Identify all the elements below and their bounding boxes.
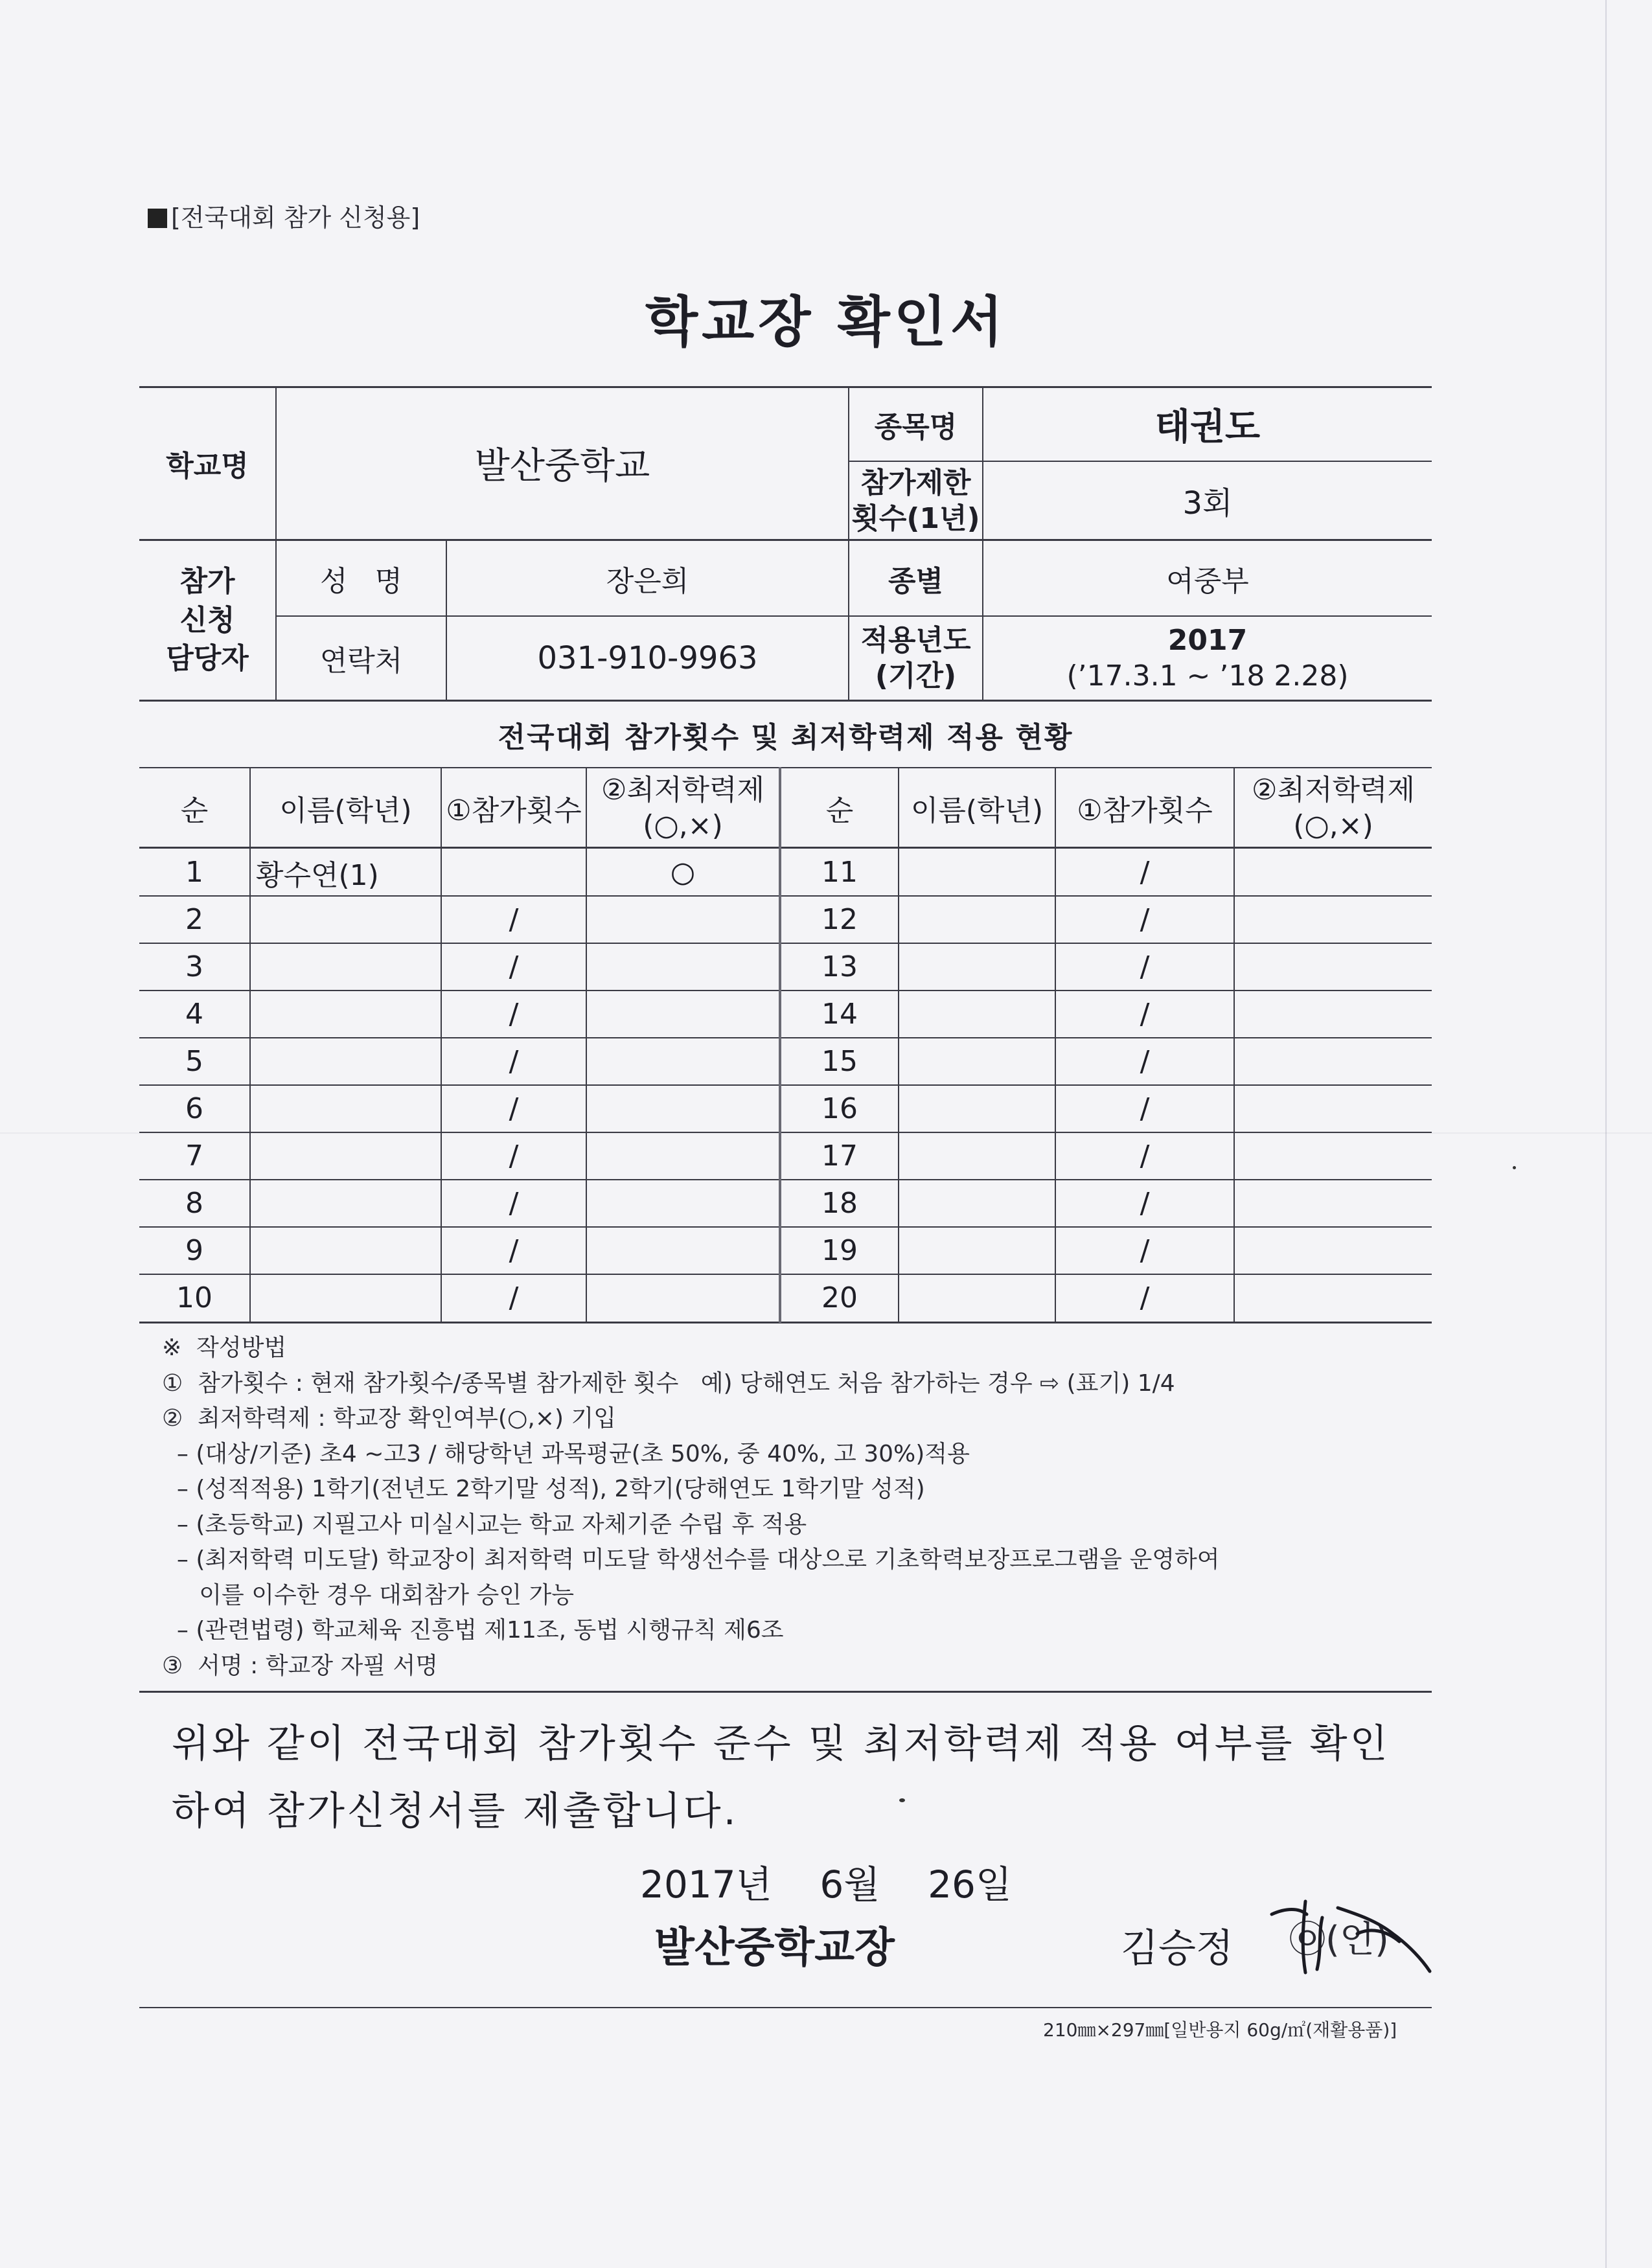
participation-count-cell: /: [509, 1045, 519, 1078]
applicant-label-line: 담당자: [166, 642, 249, 676]
seq-cell: 17: [821, 1140, 858, 1173]
min-academic-cell: [587, 1038, 779, 1085]
student-name-cell: [251, 1085, 441, 1132]
header-count: ①참가횟수: [1077, 794, 1213, 827]
participation-count-cell: /: [1140, 1281, 1150, 1314]
handwritten-signature: [1260, 1888, 1435, 1979]
instruction-line: – (최저학력 미도달) 학교장이 최저학력 미도달 학생선수를 대상으로 기초학력보장프로그램을 운영하여: [162, 1546, 1220, 1573]
applied-year-label-line: 적용년도: [860, 624, 971, 657]
student-name-cell: [251, 1038, 441, 1085]
min-academic-cell: [1235, 991, 1432, 1038]
instruction-line: ※ 작성방법: [162, 1334, 287, 1361]
footer-rule: [139, 2007, 1432, 2008]
participation-count-cell: /: [1140, 1092, 1150, 1125]
min-academic-cell: [587, 896, 779, 943]
participation-limit-label-line: 횟수(1년): [851, 501, 980, 535]
participation-count-cell: /: [1140, 1045, 1150, 1078]
participation-count-cell: /: [509, 998, 519, 1031]
participation-count-cell: /: [509, 950, 519, 983]
issue-date: 2017년 6월 26일: [640, 1862, 1012, 1907]
header-min-academic: [587, 768, 779, 847]
participation-count-cell: /: [509, 1234, 519, 1267]
student-name-cell: [899, 1038, 1055, 1085]
status-col-rule: [1055, 768, 1056, 1322]
participation-limit-label: [849, 462, 982, 539]
seq-cell: 5: [185, 1045, 203, 1078]
min-academic-cell: [1235, 1274, 1432, 1322]
applied-year-label: [849, 617, 982, 700]
participation-limit-value: 3회: [1182, 485, 1233, 521]
header-min-academic-line: (○,×): [1293, 808, 1373, 842]
min-academic-cell: [587, 1180, 779, 1227]
min-academic-cell: [587, 1274, 779, 1322]
student-name-cell: [899, 1227, 1055, 1274]
header-seq: 순: [180, 794, 209, 827]
min-academic-cell: [587, 943, 779, 991]
seq-cell: 15: [821, 1045, 858, 1078]
document-label: [148, 198, 420, 233]
status-col-rule: [249, 768, 251, 1322]
info-rule: [139, 700, 1432, 702]
min-academic-cell: [1235, 1085, 1432, 1132]
seal-mark: ㉧(인): [1289, 1919, 1389, 1961]
document-title: 학교장 확인서: [645, 290, 1007, 354]
min-academic-cell: [1235, 1180, 1432, 1227]
participation-count-cell: /: [1140, 1234, 1150, 1267]
sport-label: 종목명: [874, 410, 958, 444]
min-academic-cell: [587, 1227, 779, 1274]
min-academic-cell: [1235, 896, 1432, 943]
participation-count-cell: /: [509, 903, 519, 936]
status-bottom-rule: [139, 1322, 1432, 1323]
contact-label: 연락처: [319, 645, 403, 678]
contact-value: 031-910-9963: [537, 640, 758, 676]
seq-cell: 4: [185, 998, 203, 1031]
instruction-line: – (대상/기준) 초4 ~고3 / 해당학년 과목평균(초 50%, 중 40%, 고 30%)적용: [162, 1440, 970, 1467]
applied-year-label-line: (기간): [875, 659, 957, 693]
student-name-cell: [251, 1180, 441, 1227]
seq-cell: 18: [821, 1187, 858, 1220]
category-label: 종별: [888, 564, 943, 598]
status-col-rule: [898, 768, 899, 1322]
participation-limit-label-line: 참가제한: [860, 466, 971, 499]
seq-cell: 9: [185, 1234, 203, 1267]
school-name-label: 학교명: [166, 450, 249, 483]
header-name: 이름(학년): [279, 794, 412, 827]
participation-count-cell: /: [1140, 950, 1150, 983]
min-academic-cell: [1235, 943, 1432, 991]
sport-value: 태권도: [1154, 406, 1261, 448]
confirmation-statement: [172, 1721, 1390, 1834]
instruction-line: ① 참가횟수 : 현재 참가횟수/종목별 참가제한 횟수 예) 당해연도 처음 참가하는 경우 ⇨ (표기) 1/4: [162, 1369, 1175, 1397]
instruction-line: ③ 서명 : 학교장 자필 서명: [162, 1652, 439, 1679]
statement-line: 하여 참가신청서를 제출합니다.: [172, 1789, 739, 1834]
student-name-cell: [899, 849, 1055, 896]
applied-year-value: [983, 617, 1432, 700]
min-academic-cell: [587, 991, 779, 1038]
status-table-title: 전국대회 참가횟수 및 최저학력제 적용 현황: [498, 721, 1073, 754]
min-academic-cell: [587, 1132, 779, 1180]
signer-name: 김승정: [1121, 1926, 1233, 1971]
school-name-value: 발산중학교: [474, 445, 650, 487]
student-name-cell: [251, 1227, 441, 1274]
student-name-cell: [899, 943, 1055, 991]
participation-count-cell: /: [1140, 1140, 1150, 1173]
seq-cell: 7: [185, 1140, 203, 1173]
applicant-label-line: 신청: [179, 603, 235, 637]
document-label-text: [전국대회 참가 신청용]: [171, 203, 420, 232]
header-count: ①참가횟수: [446, 794, 582, 827]
student-name-cell: [899, 1132, 1055, 1180]
principal-title: 발산중학교장: [654, 1924, 895, 1972]
student-name-cell: 황수연(1): [256, 858, 379, 892]
seq-cell: 11: [821, 856, 858, 889]
student-name-cell: [251, 943, 441, 991]
seq-cell: 6: [185, 1092, 203, 1125]
min-academic-cell: [1235, 1038, 1432, 1085]
ink-speck: [899, 1798, 905, 1802]
instruction-line: ② 최저학력제 : 학교장 확인여부(○,×) 기입: [162, 1405, 617, 1432]
seq-cell: 1: [185, 856, 203, 889]
status-col-rule: [1233, 768, 1235, 1322]
status-col-rule: [441, 768, 442, 1322]
seq-cell: 13: [821, 950, 858, 983]
status-col-rule: [586, 768, 587, 1322]
min-academic-cell: [1235, 1227, 1432, 1274]
min-academic-cell: ○: [670, 856, 696, 889]
participation-count-cell: /: [509, 1281, 519, 1314]
category-value: 여중부: [1166, 564, 1249, 598]
name-label: 성 명: [320, 564, 402, 598]
header-min-academic-line: ②최저학력제: [1252, 773, 1415, 807]
student-name-cell: [899, 896, 1055, 943]
seq-cell: 3: [185, 950, 203, 983]
header-min-academic-line: ②최저학력제: [601, 773, 764, 807]
name-value: 장은희: [606, 564, 689, 598]
student-name-cell: [899, 991, 1055, 1038]
instruction-line: 이를 이수한 경우 대회참가 승인 가능: [162, 1581, 575, 1609]
participation-count-cell: [442, 849, 586, 896]
instruction-line: – (초등학교) 지필고사 미실시교는 학교 자체기준 수립 후 적용: [162, 1511, 807, 1538]
header-seq: 순: [825, 794, 854, 827]
seq-cell: 2: [185, 903, 203, 936]
applicant-manager-label: [139, 541, 275, 700]
student-name-cell: [899, 1180, 1055, 1227]
instruction-line: – (성적적용) 1학기(전년도 2학기말 성적), 2학기(당해연도 1학기말 성적): [162, 1476, 925, 1502]
participation-count-cell: /: [1140, 903, 1150, 936]
statement-line: 위와 같이 전국대회 참가횟수 준수 및 최저학력제 적용 여부를 확인: [172, 1721, 1390, 1767]
min-academic-cell: [1235, 1132, 1432, 1180]
applied-period: (’17.3.1 ~ ’18 2.28): [1066, 659, 1349, 693]
header-min-academic: [1235, 768, 1432, 847]
seq-cell: 20: [821, 1281, 858, 1314]
student-name-cell: [251, 1274, 441, 1322]
min-academic-cell: [1235, 849, 1432, 896]
student-name-cell: [251, 896, 441, 943]
applied-year: 2017: [1167, 624, 1248, 657]
student-name-cell: [251, 991, 441, 1038]
seq-cell: 10: [176, 1281, 212, 1314]
seq-cell: 12: [821, 903, 858, 936]
participation-count-cell: /: [1140, 1187, 1150, 1220]
instruction-line: – (관련법령) 학교체육 진흥법 제11조, 동법 시행규칙 제6조: [162, 1617, 784, 1644]
participation-count-cell: /: [509, 1140, 519, 1173]
seq-cell: 19: [821, 1234, 858, 1267]
seq-cell: 14: [821, 998, 858, 1031]
participation-count-cell: /: [509, 1092, 519, 1125]
student-name-cell: [899, 1274, 1055, 1322]
participation-count-cell: /: [509, 1187, 519, 1220]
student-name-cell: [251, 1132, 441, 1180]
header-min-academic-line: (○,×): [643, 808, 723, 842]
min-academic-cell: [587, 1085, 779, 1132]
paper-spec-footer: 210㎜×297㎜[일반용지 60g/㎡(재활용품)]: [1043, 2019, 1397, 2041]
applicant-label-line: 참가: [179, 565, 235, 599]
ink-speck: [1513, 1166, 1516, 1169]
participation-count-cell: /: [1140, 998, 1150, 1031]
square-bullet-icon: [148, 209, 167, 228]
participation-count-cell: /: [1140, 856, 1150, 889]
notes-bottom-rule: [139, 1691, 1432, 1693]
header-name: 이름(학년): [910, 794, 1044, 827]
seq-cell: 8: [185, 1187, 203, 1220]
student-name-cell: [899, 1085, 1055, 1132]
seq-cell: 16: [821, 1092, 858, 1125]
